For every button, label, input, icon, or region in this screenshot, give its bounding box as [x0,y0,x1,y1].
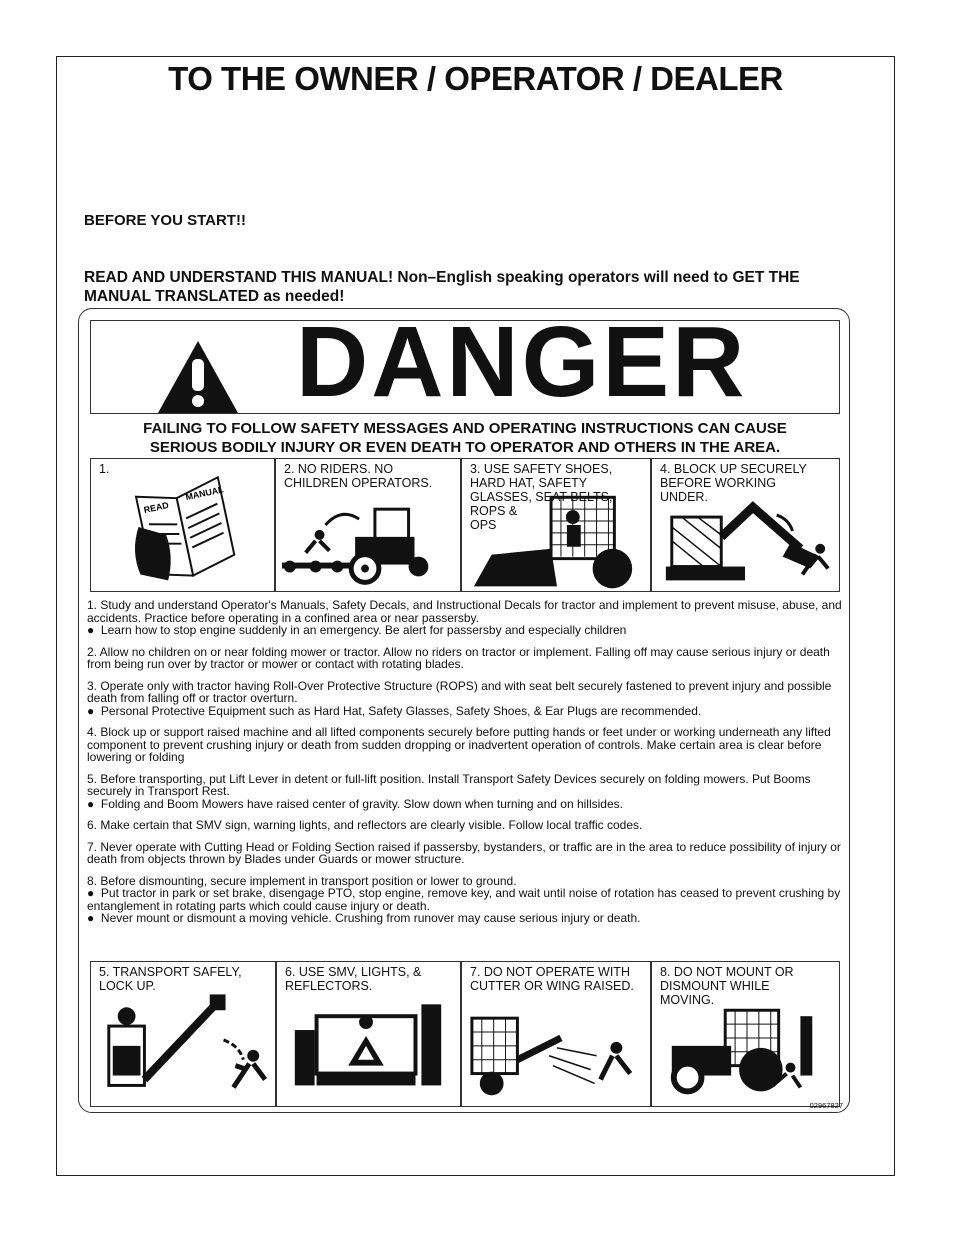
instruction-5: 5. Before transporting, put Lift Lever in detent or full-lift position. Install Transport Safety Devices securely on folding mowers. Put Booms securely in Transport Rest. ● Folding and Boom Mowers have raised center of gravity. Slow down when turning and on hillsides. [87,773,843,811]
thrown-objects-icon [462,961,650,1106]
instruction-3: 3. Operate only with tractor having Roll-Over Protective Structure (ROPS) and with seat belt securely fastened to prevent injury and possible death from falling off or tractor overturn. ● Personal Protective Equipment such as Hard Hat, Safety Glasses, Safety Shoes, & Ear Plugs are recommended. [87,680,843,718]
instruction-bullet: ● Folding and Boom Mowers have raised center of gravity. Slow down when turning and on hillsides. [87,798,843,811]
pictogram-block-up [651,458,840,592]
pictogram-no-mount-moving [651,961,840,1107]
panel-caption: 4. BLOCK UP SECURELY BEFORE WORKING UNDER. [660,462,807,504]
panel-caption: 6. USE SMV, LIGHTS, & REFLECTORS. [285,965,422,993]
warning-line-2: SERIOUS BODILY INJURY OR EVEN DEATH TO OPERATOR AND OTHERS IN THE AREA. [149,439,781,456]
no-riders-tractor-icon [276,458,460,591]
pictogram-transport [90,961,276,1107]
instruction-8: 8. Before dismounting, secure implement in transport position or lower to ground. ● Put tractor in park or set brake, disengage PTO, stop engine, remove key, and wait until noise of rotation has ceased to prevent crushing by entanglement in rotating parts which could cause injury or death. ● Never mount or dismount a moving vehicle. Crushing from runover may cause serious injury or death. [87,875,843,925]
pictogram-no-cutter-raised [461,961,651,1107]
read-manual-notice: READ AND UNDERSTAND THIS MANUAL! Non–English speaking operators will need to GET THE MANUAL TRANSLATED as needed! [84,269,800,305]
transport-lockup-icon [91,961,275,1106]
before-start-heading: BEFORE YOU START!! [84,212,246,229]
warning-triangle-icon [156,339,240,415]
runover-hazard-icon [652,961,839,1106]
pictogram-smv-lights [276,961,461,1107]
warning-line-1: FAILING TO FOLLOW SAFETY MESSAGES AND OPERATING INSTRUCTIONS CAN CAUSE [143,420,787,437]
instruction-2: 2. Allow no children on or near folding mower or tractor. Allow no riders on tractor or implement. Falling off may cause serious injury or death from being run over by tractor or mower or contact with rotating blades. [87,644,830,671]
instruction-6: 6. Make certain that SMV sign, warning lights, and reflectors are clearly visible. Follow local traffic codes. [87,818,643,832]
book-label-manual: MANUAL [184,484,225,503]
pictogram-safety-gear [461,458,651,592]
panel-caption: 8. DO NOT MOUNT OR DISMOUNT WHILE MOVING. [660,965,794,1007]
instruction-4: 4. Block up or support raised machine and all lifted components securely before putting hands or feet under or working underneath any lifted component to prevent crushing injury or death from sudden dropping or inadvertent operation of controls. Make certain area is clear before lowering or folding [87,725,831,764]
pictogram-row-top [90,458,840,592]
instruction-bullet: ● Put tractor in park or set brake, disengage PTO, stop engine, remove key, and wait until noise of rotation has ceased to prevent crushing by entanglement in rotating parts which could cause injury or death. [87,887,843,912]
danger-warning-text [79,419,851,457]
page-title: TO THE OWNER / OPERATOR / DEALER [168,60,783,97]
pictogram-read-manual [90,458,275,592]
instruction-bullet: ● Personal Protective Equipment such as Hard Hat, Safety Glasses, Safety Shoes, & Ear Plugs are recommended. [87,705,843,718]
panel-caption: 5. TRANSPORT SAFELY, LOCK UP. [99,965,242,993]
panel-caption: 2. NO RIDERS. NO CHILDREN OPERATORS. [284,462,433,490]
panel-caption: 1. [99,462,110,476]
block-up-icon [652,458,839,591]
pictogram-row-bottom [90,961,840,1107]
danger-word: DANGER [296,306,748,418]
smv-reflectors-icon [277,961,460,1106]
panel-caption: 3. USE SAFETY SHOES, HARD HAT, SAFETY GLASSES, SEAT BELTS, ROPS & OPS [470,462,613,532]
pictogram-no-riders [275,458,461,592]
danger-decal [78,308,850,1113]
danger-banner [90,306,840,418]
instruction-bullet: ● Never mount or dismount a moving vehicle. Crushing from runover may cause serious injury or death. [87,912,843,925]
instruction-7: 7. Never operate with Cutting Head or Folding Section raised if passersby, bystanders, or traffic are in the area to reduce possibility of injury or death from objects thrown by Blades under Guards or mower structure. [87,839,841,866]
instruction-bullet: ● Learn how to stop engine suddenly in an emergency. Be alert for passersby and especially children [87,624,843,637]
panel-caption: 7. DO NOT OPERATE WITH CUTTER OR WING RAISED. [470,965,634,993]
read-manual-icon [91,458,274,591]
instruction-1: 1. Study and understand Operator's Manuals, Safety Decals, and Instructional Decals for tractor and implement to prevent misuse, abuse, and accidents. Practice before operating in a confined area or near passersby. ● Learn how to stop engine suddenly in an emergency. Be alert for passersby and especially children [87,599,843,637]
book-label-read: READ [142,500,170,516]
safety-instructions [87,599,843,934]
decal-part-number: 02967827 [809,1101,843,1110]
rops-tractor-icon [462,458,650,591]
